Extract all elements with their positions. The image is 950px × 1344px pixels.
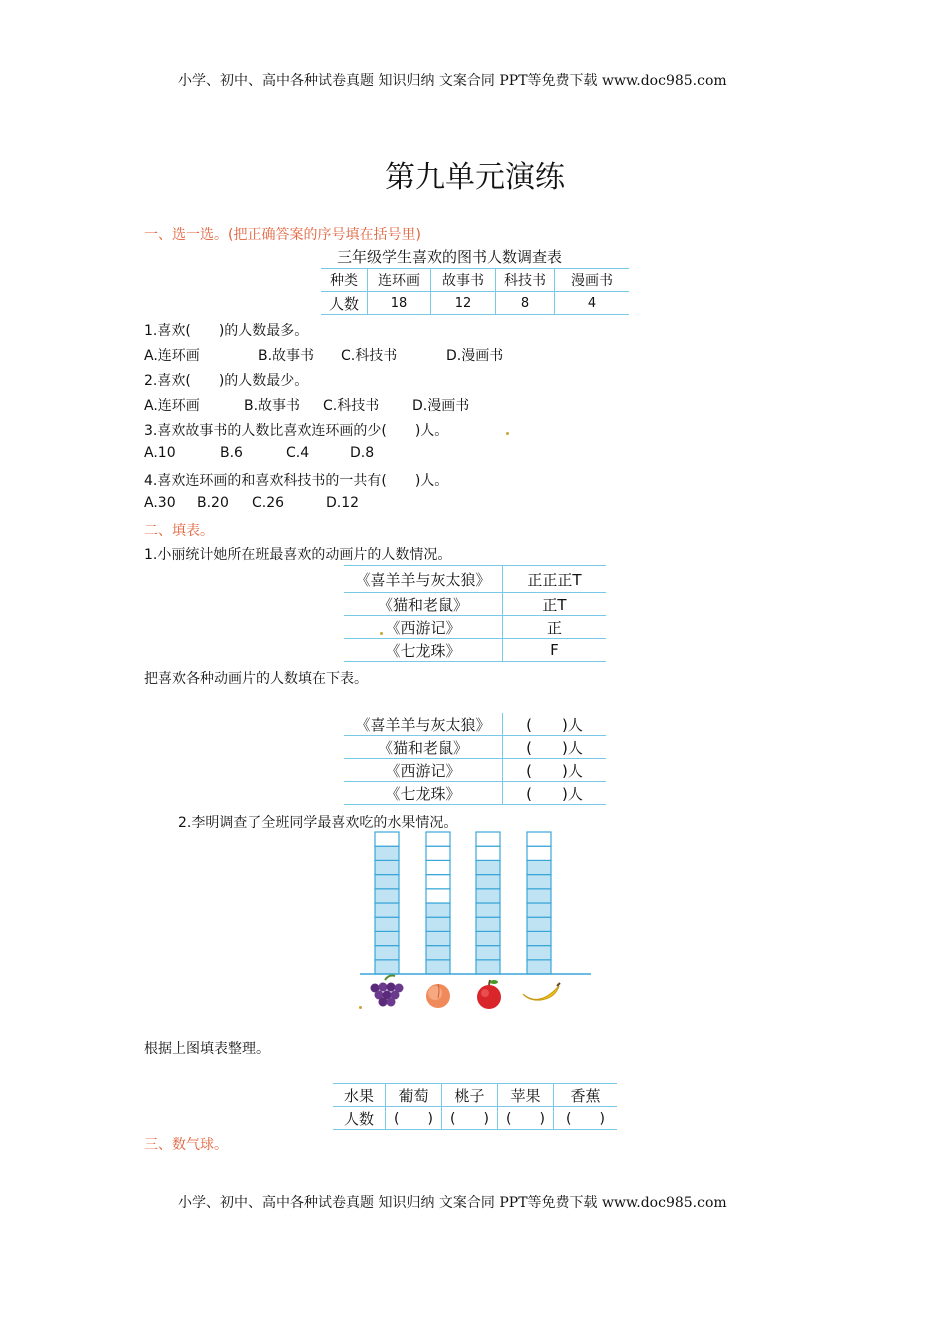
filled-cell [426, 931, 450, 945]
table-header-cell: 葡萄 [386, 1084, 442, 1107]
filled-cell [476, 889, 500, 903]
fruit-tally-table [333, 1083, 617, 1130]
filled-cell [527, 875, 551, 889]
filled-cell [527, 931, 551, 945]
filled-cell [426, 917, 450, 931]
tally-marks: 正 [503, 616, 607, 639]
filled-cell [476, 860, 500, 874]
option-c: C.4 [286, 445, 310, 461]
option-d: D.12 [326, 495, 360, 511]
table-row [344, 639, 606, 662]
filled-cell [375, 846, 399, 860]
table-row [321, 269, 629, 292]
table-row [321, 292, 629, 315]
cartoon-name: 《七龙珠》 [344, 639, 503, 662]
empty-cell [426, 846, 450, 860]
page-header: 小学、初中、高中各种试卷真题 知识归纳 文案合同 PPT等免费下载 www.doc985.com [178, 73, 727, 89]
question-3: 3.喜欢故事书的人数比喜欢连环画的少( )人。 [144, 423, 449, 439]
filled-cell [527, 889, 551, 903]
table-row [344, 782, 606, 805]
empty-cell [476, 846, 500, 860]
stray-dot [506, 432, 509, 435]
option-b: B.20 [197, 495, 229, 511]
bar-香蕉 [527, 832, 551, 974]
filled-cell [476, 931, 500, 945]
answer-blank[interactable]: ( ) [498, 1107, 554, 1130]
option-c: C.科技书 [341, 348, 398, 364]
book-survey-table [321, 268, 629, 315]
filled-cell [375, 889, 399, 903]
option-c: C.26 [252, 495, 285, 511]
table-header-cell: 故事书 [431, 269, 496, 292]
bar-桃子 [426, 832, 450, 974]
table-row-label: 人数 [333, 1107, 386, 1130]
table-row [344, 736, 606, 759]
cartoon-name: 《喜羊羊与灰太狼》 [344, 566, 503, 593]
answer-blank[interactable]: ( ) [554, 1107, 618, 1130]
answer-blank[interactable]: ( ) [386, 1107, 442, 1130]
q2-2-text: 2.李明调查了全班同学最喜欢吃的水果情况。 [178, 815, 458, 831]
table-cell: 8 [496, 292, 555, 315]
filled-cell [527, 903, 551, 917]
table-row [344, 713, 606, 736]
option-a: A.30 [144, 495, 176, 511]
empty-cell [426, 832, 450, 846]
table-row [333, 1084, 617, 1107]
tally-marks: 正正正T [503, 566, 607, 593]
answer-blank[interactable]: ( ) [442, 1107, 498, 1130]
tally-marks: 正T [503, 593, 607, 616]
empty-cell [527, 846, 551, 860]
filled-cell [476, 903, 500, 917]
answer-blank[interactable]: ( )人 [503, 736, 607, 759]
apple-icon [477, 980, 501, 1009]
table-cell: 12 [431, 292, 496, 315]
cartoon-name: 《西游记》 [344, 616, 503, 639]
filled-cell [375, 960, 399, 974]
tally-marks: F [503, 639, 607, 662]
option-b: B.6 [220, 445, 243, 461]
cartoon-name: 《猫和老鼠》 [344, 736, 503, 759]
table-header-cell: 漫画书 [555, 269, 630, 292]
empty-cell [476, 832, 500, 846]
filled-cell [375, 917, 399, 931]
filled-cell [527, 917, 551, 931]
banana-icon [523, 983, 560, 1000]
filled-cell [375, 903, 399, 917]
empty-cell [375, 832, 399, 846]
filled-cell [375, 860, 399, 874]
stray-dot [359, 1006, 362, 1009]
filled-cell [476, 875, 500, 889]
option-a: A.连环画 [144, 348, 200, 364]
section-1-heading: 一、选一选。(把正确答案的序号填在括号里) [144, 227, 421, 243]
filled-cell [426, 903, 450, 917]
grapes-icon [371, 976, 404, 1007]
table-row-label: 人数 [321, 292, 368, 315]
stray-dot [380, 632, 383, 635]
filled-cell [527, 946, 551, 960]
empty-cell [527, 832, 551, 846]
filled-cell [375, 946, 399, 960]
table-header-cell: 香蕉 [554, 1084, 618, 1107]
option-b: B.故事书 [258, 348, 315, 364]
filled-cell [476, 946, 500, 960]
bar-苹果 [476, 832, 500, 974]
empty-cell [426, 875, 450, 889]
table-header-cell: 苹果 [498, 1084, 554, 1107]
filled-cell [527, 960, 551, 974]
table-header-cell: 桃子 [442, 1084, 498, 1107]
bar-葡萄 [375, 832, 399, 974]
filled-cell [476, 960, 500, 974]
table-row [344, 759, 606, 782]
option-c: C.科技书 [323, 398, 380, 414]
empty-cell [426, 860, 450, 874]
cartoon-name: 《七龙珠》 [344, 782, 503, 805]
filled-cell [375, 931, 399, 945]
table-row [344, 593, 606, 616]
q2-1-instruction: 把喜欢各种动画片的人数填在下表。 [144, 671, 368, 687]
section-2-heading: 二、填表。 [144, 523, 214, 539]
question-2: 2.喜欢( )的人数最少。 [144, 373, 309, 389]
filled-cell [375, 875, 399, 889]
option-b: B.故事书 [244, 398, 301, 414]
cartoon-name: 《猫和老鼠》 [344, 593, 503, 616]
table-header-cell: 连环画 [368, 269, 431, 292]
empty-cell [426, 889, 450, 903]
question-1: 1.喜欢( )的人数最多。 [144, 323, 309, 339]
page-footer: 小学、初中、高中各种试卷真题 知识归纳 文案合同 PPT等免费下载 www.doc985.com [178, 1195, 727, 1211]
section-3-heading: 三、数气球。 [144, 1137, 228, 1153]
table-row [344, 616, 606, 639]
answer-blank[interactable]: ( )人 [503, 782, 607, 805]
peach-icon [426, 984, 450, 1008]
table-cell: 18 [368, 292, 431, 315]
filled-cell [476, 917, 500, 931]
q2-1-text: 1.小丽统计她所在班最喜欢的动画片的人数情况。 [144, 547, 452, 563]
table-header-cell: 科技书 [496, 269, 555, 292]
option-d: D.8 [350, 445, 375, 461]
answer-blank[interactable]: ( )人 [503, 713, 607, 736]
table-header-cell: 水果 [333, 1084, 386, 1107]
filled-cell [426, 946, 450, 960]
cartoon-name: 《喜羊羊与灰太狼》 [344, 713, 503, 736]
tally-table [344, 565, 606, 662]
table-cell: 4 [555, 292, 630, 315]
answer-blank[interactable]: ( )人 [503, 759, 607, 782]
page-title: 第九单元演练 [385, 160, 565, 195]
filled-cell [527, 860, 551, 874]
table-row [344, 566, 606, 593]
option-a: A.连环画 [144, 398, 200, 414]
option-d: D.漫画书 [446, 348, 504, 364]
fruit-chart [355, 826, 600, 1016]
book-table-caption: 三年级学生喜欢的图书人数调查表 [337, 248, 563, 266]
table-header-cell: 种类 [321, 269, 368, 292]
question-4: 4.喜欢连环画的和喜欢科技书的一共有( )人。 [144, 473, 449, 489]
option-a: A.10 [144, 445, 176, 461]
count-fill-table [344, 713, 606, 805]
q2-2-instruction: 根据上图填表整理。 [144, 1041, 270, 1057]
cartoon-name: 《西游记》 [344, 759, 503, 782]
filled-cell [426, 960, 450, 974]
table-row [333, 1107, 617, 1130]
option-d: D.漫画书 [412, 398, 470, 414]
